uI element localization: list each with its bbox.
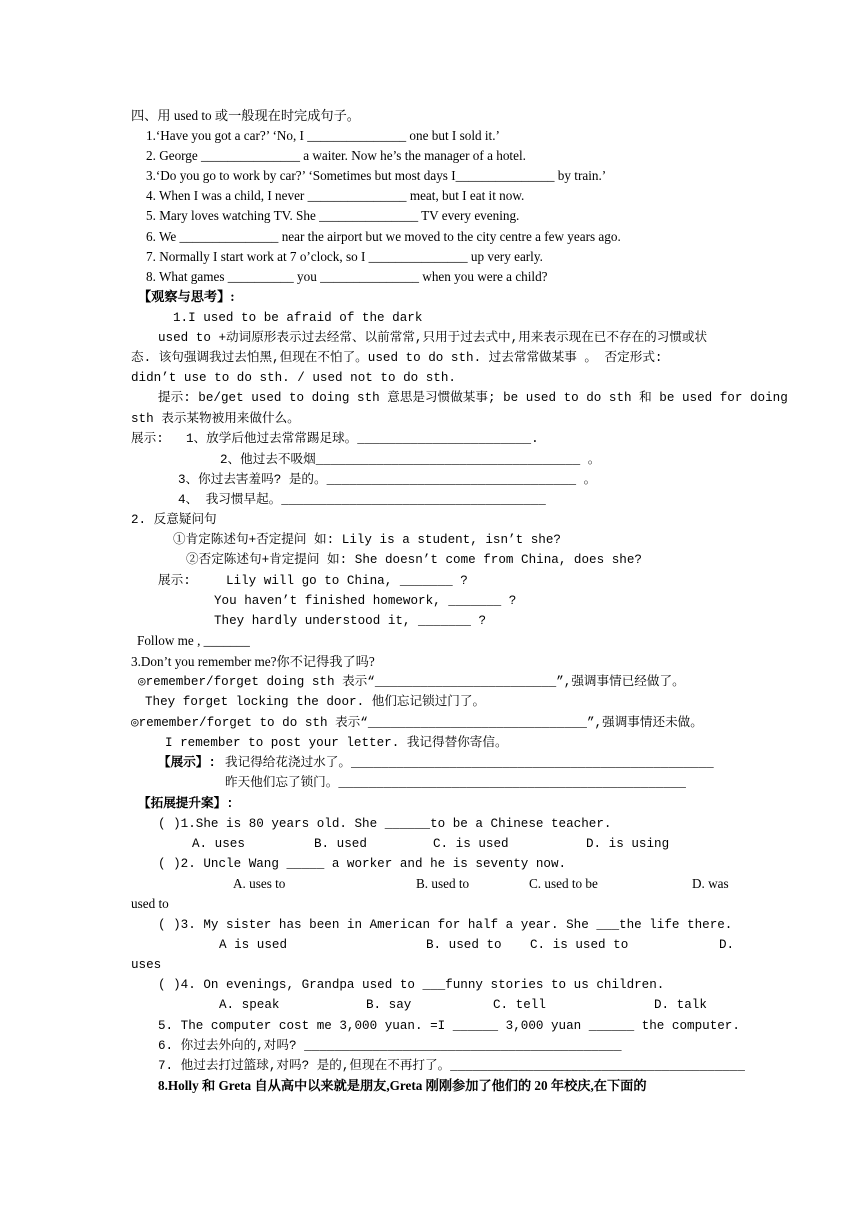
tag-example-3: They hardly understood it, _______ ? xyxy=(214,614,487,628)
exercise-item-1: 1.‘Have you got a car?’ ‘No, I _______________ one but I sold it.’ xyxy=(146,128,500,143)
tag-rule-1: ①肯定陈述句+否定提问 如: Lily is a student, isn’t she? xyxy=(173,533,561,547)
question-2-option-b: B. used to xyxy=(416,876,470,891)
question-4: ( )4. On evenings, Grandpa used to ___funny stories to us children. xyxy=(158,978,665,992)
question-1-option-b: B. used xyxy=(314,837,367,851)
tag-example-1: Lily will go to China, _______ ? xyxy=(226,574,468,588)
remember-show-label: 【展示】: xyxy=(158,756,216,770)
remember-show-1: 我记得给花浇过水了。________________________________________________ xyxy=(225,756,714,770)
question-1-option-c: C. is used xyxy=(433,837,509,851)
show-item-1: 1、放学后他过去常常踢足球。_______________________. xyxy=(186,432,539,446)
exercise-item-6: 6. We _______________ near the airport but we moved to the city centre a few years ago. xyxy=(146,229,621,244)
tag-rule-2: ②否定陈述句+肯定提问 如: She doesn’t come from China, does she? xyxy=(186,553,642,567)
observe-explanation-line-2: 态. 该句强调我过去怕黑,但现在不怕了。used to do sth. 过去常常做某事 。 否定形式: xyxy=(131,351,663,365)
question-3-option-a: A is used xyxy=(219,938,288,952)
show-label: 展示: xyxy=(131,432,164,446)
tag-question-heading: 2. 反意疑问句 xyxy=(131,513,217,527)
observe-example: 1.I used to be afraid of the dark xyxy=(173,311,423,325)
observe-explanation-line-3: didn’t use to do sth. / used not to do sth. xyxy=(131,371,456,385)
observe-heading: 【观察与思考】: xyxy=(138,289,235,304)
tag-example-4: Follow me , _______ xyxy=(137,633,250,648)
tag-show-label: 展示: xyxy=(158,574,191,588)
question-2-option-d: D. was xyxy=(692,876,729,891)
remember-rule-1: ◎remember/forget doing sth 表示“________________________”,强调事情已经做了。 xyxy=(138,675,685,689)
question-2-option-d-wrap: used to xyxy=(131,896,169,911)
hint-line-1: 提示: be/get used to doing sth 意思是习惯做某事; be used to do sth 和 be used for doing xyxy=(158,391,788,405)
remember-rule-2: ◎remember/forget to do sth 表示“_____________________________”,强调事情还未做。 xyxy=(131,716,703,730)
question-1: ( )1.She is 80 years old. She ______to be a Chinese teacher. xyxy=(158,817,612,831)
exercise-item-8: 8. What games __________ you _______________ when you were a child? xyxy=(146,269,548,284)
question-4-option-d: D. talk xyxy=(654,998,707,1012)
remember-heading: 3.Don’t you remember me?你不记得我了吗? xyxy=(131,654,375,669)
question-7: 7. 他过去打过篮球,对吗? 是的,但现在不再打了。_______________________________________ xyxy=(158,1059,745,1073)
question-4-option-c: C. tell xyxy=(493,998,546,1012)
question-3-option-c: C. is used to xyxy=(530,938,629,952)
section-title: 四、用 used to 或一般现在时完成句子。 xyxy=(131,108,360,123)
question-3-option-d: D. xyxy=(719,938,735,952)
observe-explanation-line-1: used to +动词原形表示过去经常、以前常常,只用于过去式中,用来表示现在已不存在的习惯或状 xyxy=(158,331,708,345)
question-1-option-d: D. is using xyxy=(586,837,670,851)
show-item-4: 4、 我习惯早起。___________________________________ xyxy=(178,493,546,507)
question-3-option-b: B. used to xyxy=(426,938,502,952)
question-2: ( )2. Uncle Wang _____ a worker and he is seventy now. xyxy=(158,857,567,871)
question-3: ( )3. My sister has been in American for half a year. She ___the life there. xyxy=(158,918,733,932)
question-8: 8.Holly 和 Greta 自从高中以来就是朋友,Greta 刚刚参加了他们的 20 年校庆,在下面的 xyxy=(158,1078,647,1093)
exercise-item-7: 7. Normally I start work at 7 o’clock, so I _______________ up very early. xyxy=(146,249,543,264)
exercise-item-2: 2. George _______________ a waiter. Now he’s the manager of a hotel. xyxy=(146,148,526,163)
question-6: 6. 你过去外向的,对吗? __________________________________________ xyxy=(158,1039,622,1053)
question-3-option-d-wrap: uses xyxy=(131,958,162,972)
show-item-2: 2、他过去不吸烟___________________________________ 。 xyxy=(220,453,601,467)
question-2-option-c: C. used to be xyxy=(529,876,598,891)
question-2-option-a: A. uses to xyxy=(233,876,286,891)
question-5: 5. The computer cost me 3,000 yuan. =I ______ 3,000 yuan ______ the computer. xyxy=(158,1019,740,1033)
exercise-item-5: 5. Mary loves watching TV. She _______________ TV every evening. xyxy=(146,208,520,223)
remember-show-2: 昨天他们忘了锁门。______________________________________________ xyxy=(225,776,686,790)
show-item-3: 3、你过去害羞吗? 是的。_________________________________ 。 xyxy=(178,473,597,487)
tag-example-2: You haven’t finished homework, _______ ? xyxy=(214,594,517,608)
exercise-item-4: 4. When I was a child, I never _______________ meat, but I eat it now. xyxy=(146,188,525,203)
hint-line-2: sth 表示某物被用来做什么。 xyxy=(131,412,300,426)
question-1-option-a: A. uses xyxy=(192,837,245,851)
remember-example-2: I remember to post your letter. 我记得替你寄信。 xyxy=(165,736,508,750)
remember-example-1: They forget locking the door. 他们忘记锁过门了。 xyxy=(145,695,486,709)
exercise-item-3: 3.‘Do you go to work by car?’ ‘Sometimes but most days I_______________ by train.’ xyxy=(146,168,607,183)
extend-heading: 【拓展提升案】: xyxy=(138,797,234,811)
question-4-option-b: B. say xyxy=(366,998,412,1012)
question-4-option-a: A. speak xyxy=(219,998,280,1012)
